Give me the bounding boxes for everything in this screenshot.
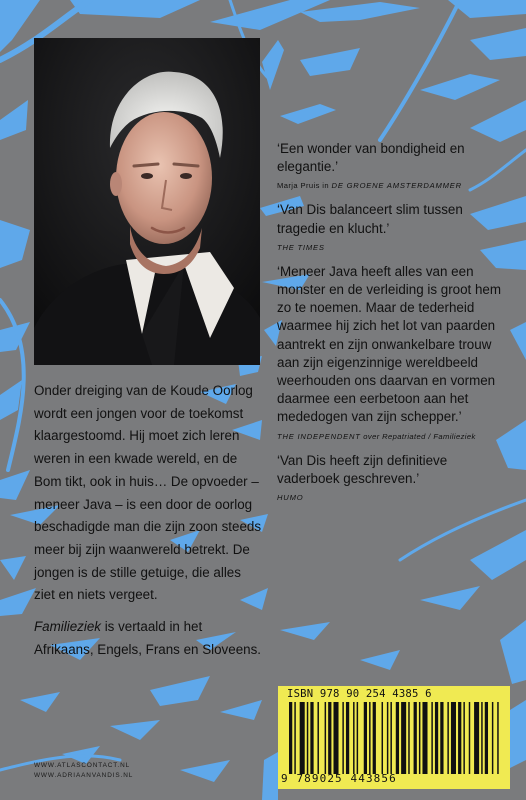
barcode-digits: 9 789025 443856 — [281, 772, 397, 785]
barcode-bar — [497, 702, 498, 774]
barcode-bar — [440, 702, 443, 774]
source-publication: THE INDEPENDENT — [277, 431, 361, 441]
source-author: Marja Pruis in — [277, 181, 332, 191]
blurb-paragraph: Onder dreiging van de Koude Oorlog wordt een jongen voor de toekomst klaargestoomd. Hij moet zich leren weren in een kwade wereld, en de Bom tikt, ook in huis… De opvoeder – meneer Java – is een door de oorlog beschadigde man die zijn zoon steeds meer bij zijn waanwereld betrekt. De jongen is de stille getuige, die alles ziet en niets vergeet. — [34, 383, 262, 603]
quote-text: ‘Van Dis balanceert slim tussen tragedie en klucht.’ — [277, 202, 463, 236]
barcode-bar — [469, 702, 470, 774]
barcode-bars — [289, 702, 499, 774]
barcode-bar — [481, 702, 482, 774]
source-publication: THE TIMES — [277, 242, 325, 252]
barcode-bar — [492, 702, 493, 774]
quote-source — [277, 180, 513, 191]
barcode-bar — [294, 702, 295, 774]
translation-languages: is vertaald in het Afrikaans, Engels, Frans en Sloveens. — [34, 619, 262, 657]
review-quotes — [277, 140, 513, 513]
barcode-bar — [369, 702, 370, 774]
barcode-bar — [401, 702, 406, 774]
barcode-bar — [435, 702, 438, 774]
quote-text: ‘Van Dis heeft zijn definitieve vaderboek geschreven.’ — [277, 452, 448, 486]
book-blurb — [34, 380, 262, 670]
quote-text: ‘Een wonder van bondigheid en elegantie.’ — [277, 141, 465, 175]
barcode-bar — [419, 702, 420, 774]
barcode-bar — [333, 702, 338, 774]
barcode-bar — [447, 702, 448, 774]
barcode-bar — [364, 702, 367, 774]
barcode-bar — [382, 702, 383, 774]
source-publication: HUMO — [277, 493, 304, 503]
barcode-bar — [390, 702, 391, 774]
book-title: Familieziek — [34, 619, 101, 635]
author-portrait-icon — [34, 38, 260, 365]
barcode-bar — [387, 702, 388, 774]
quote-4 — [277, 452, 513, 503]
website-links — [34, 761, 133, 781]
barcode-bar — [325, 702, 326, 774]
quote-source — [277, 242, 513, 253]
quote-text: ‘Meneer Java heeft alles van een monster en de verleiding is groot hem zo te noemen. Maar de tederheid waarmee hij zich het lot van paarden aantrekt en zijn onwankelbare trouw aan zijn eigenzinnige wereldbeeld weerhouden ons daarvan en vormen daarmee een eerbetoon aan het mededogen van zijn schepper.’ — [277, 263, 502, 425]
barcode-bar — [357, 702, 358, 774]
source-publication: DE GROENE AMSTERDAMMER — [331, 181, 462, 191]
author-photo — [34, 38, 260, 365]
quote-3 — [277, 263, 513, 442]
source-detail: over Repatriated / Familieziek — [360, 431, 476, 441]
barcode-bar — [346, 702, 349, 774]
barcode-bar — [353, 702, 354, 774]
barcode-bar — [485, 702, 488, 774]
barcode-bar — [300, 702, 305, 774]
barcode-bar — [458, 702, 461, 774]
barcode-bar — [408, 702, 409, 774]
quote-2 — [277, 201, 513, 252]
barcode-bar — [422, 702, 427, 774]
barcode-bar — [317, 702, 318, 774]
quote-1 — [277, 140, 513, 191]
barcode-bar — [342, 702, 343, 774]
barcode-bar — [328, 702, 331, 774]
barcode-bar — [463, 702, 464, 774]
website-author[interactable]: WWW.ADRIAANVANDIS.NL — [34, 772, 134, 779]
barcode-bar — [307, 702, 308, 774]
translation-note — [34, 616, 262, 661]
barcode-panel — [278, 686, 510, 789]
website-publisher[interactable]: WWW.ATLASCONTACT.NL — [34, 762, 131, 769]
barcode-bar — [414, 702, 417, 774]
barcode-bar — [451, 702, 456, 774]
quote-source — [277, 492, 513, 503]
barcode-bar — [431, 702, 432, 774]
barcode-bar — [396, 702, 399, 774]
barcode-bar — [289, 702, 292, 774]
isbn-label: ISBN 978 90 254 4385 6 — [287, 688, 432, 700]
barcode-bar — [310, 702, 313, 774]
barcode-bar — [474, 702, 479, 774]
barcode-bar — [373, 702, 376, 774]
quote-source — [277, 431, 513, 442]
